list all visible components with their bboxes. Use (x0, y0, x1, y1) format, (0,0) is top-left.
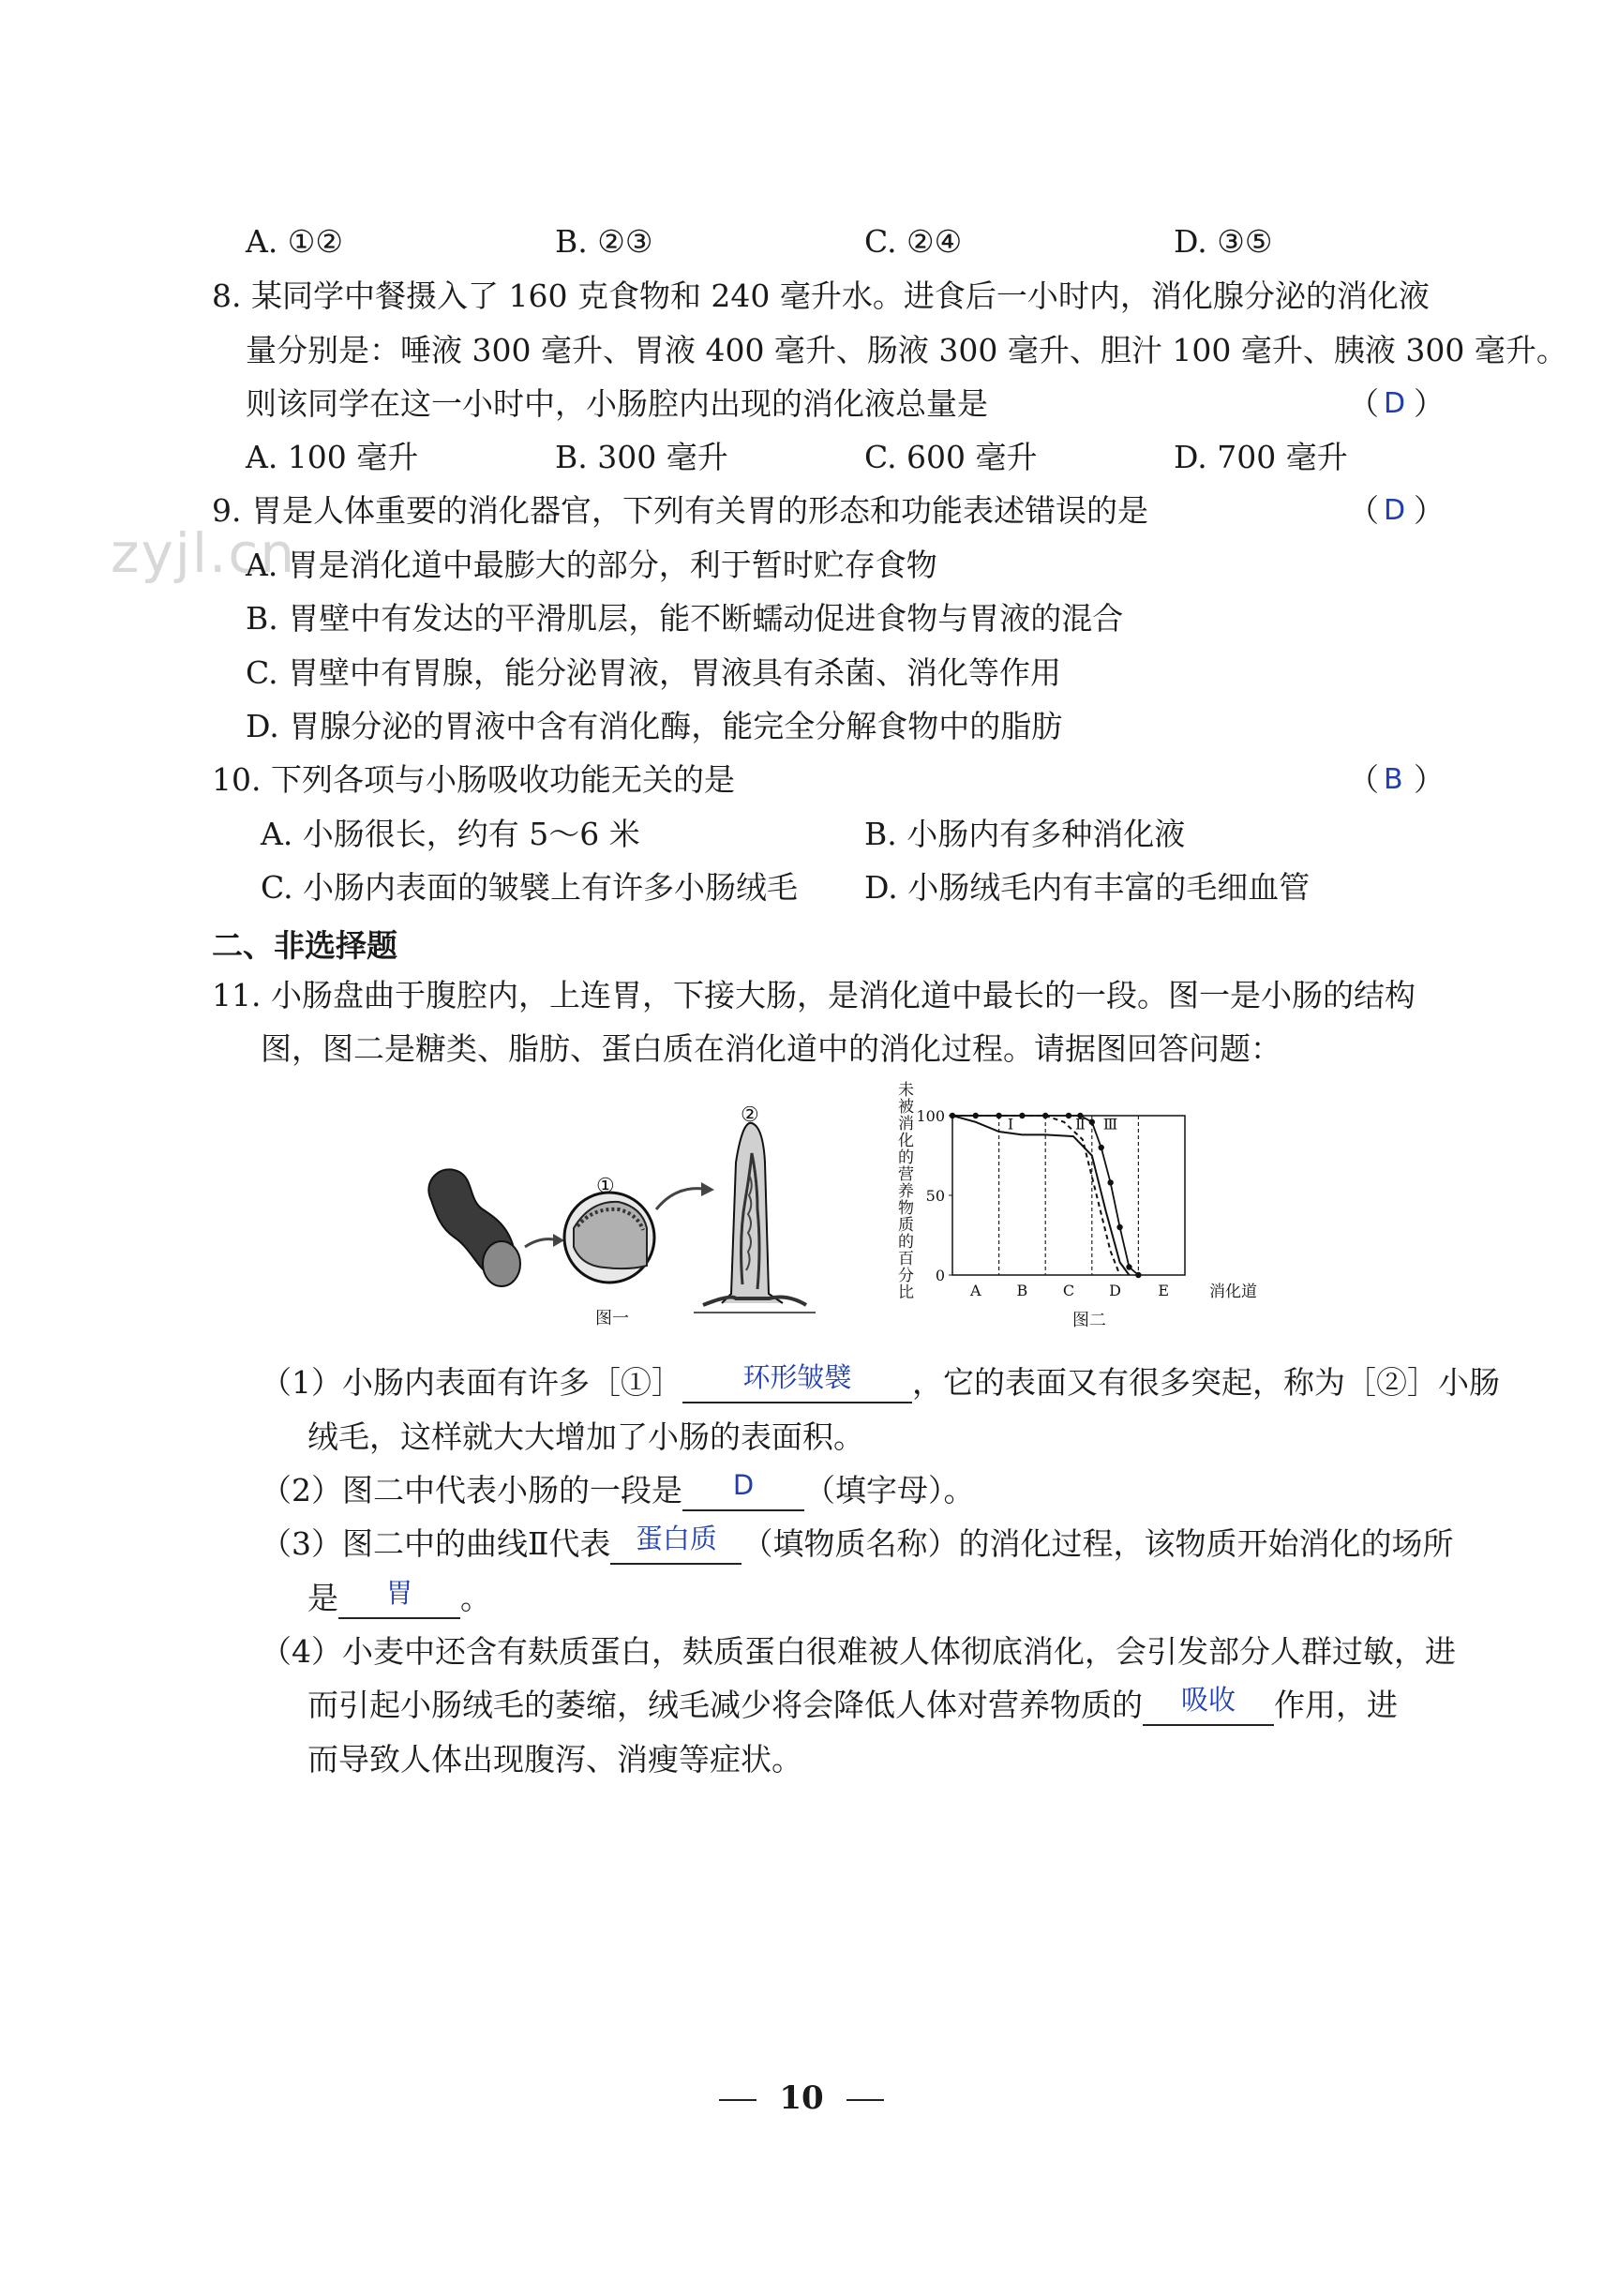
series-label: Ⅱ (1074, 1115, 1086, 1133)
q9-answer-bracket-close: ） (1414, 492, 1445, 529)
q8-stem-line2: 量分别是：唾液 300 毫升、胃液 400 毫升、肠液 300 毫升、胆汁 100 毫升、胰液 300 毫升。 (246, 332, 1567, 368)
q11-sub4-text-c: 作用，进 (1274, 1687, 1398, 1723)
ylabel-char: 物 (898, 1199, 914, 1218)
q11-sub4-line1: （4）小麦中还含有麸质蛋白，麸质蛋白很难被人体彻底消化，会引发部分人群过敏，进 (261, 1633, 1456, 1670)
q11-sub4-line3: 而导致人体出现腹泻、消瘦等症状。 (307, 1741, 802, 1778)
page-dash-left (719, 2099, 757, 2101)
page-dash-right (846, 2099, 884, 2101)
ylabel-char: 分 (898, 1267, 914, 1285)
fig1-label-1: ① (596, 1175, 615, 1198)
x-tick-label: A (970, 1282, 981, 1299)
page-number (0, 2079, 1603, 2117)
ylabel-char: 比 (898, 1283, 914, 1302)
chart-xlabel: 消化道 (1209, 1283, 1257, 1301)
figure-2-chart (889, 1080, 1282, 1352)
q11-sub1-line2: 绒毛，这样就大大增加了小肠的表面积。 (307, 1418, 864, 1455)
q8-answer-bracket-close: ） (1414, 385, 1445, 422)
fig1-caption: 图一 (595, 1309, 629, 1328)
q10-option-a: A. 小肠很长，约有 5～6 米 (261, 816, 640, 852)
fig1-label-2: ② (741, 1106, 759, 1127)
q10-stem: 10. 下列各项与小肠吸收功能无关的是 (212, 761, 735, 798)
q11-stem-line2: 图，图二是糖类、脂肪、蛋白质在消化道中的消化过程。请据图回答问题： (261, 1030, 1281, 1067)
ylabel-char: 的 (898, 1148, 914, 1167)
q10-answer-bracket: （ (1348, 761, 1379, 798)
q9-answer-bracket: （ (1348, 492, 1379, 529)
y-tick-label: 50 (925, 1187, 945, 1205)
q8-option-c: C. 600 毫升 (864, 439, 1038, 475)
series-point (1135, 1272, 1141, 1278)
series-line-2 (952, 1116, 1120, 1275)
q11-sub4-answer: 吸收 (1180, 1684, 1236, 1716)
q8-stem-line1: 8. 某同学中餐摄入了 160 克食物和 240 毫升水。进食后一小时内，消化腺分泌的消化液 (212, 278, 1430, 314)
ylabel-char: 消 (898, 1115, 914, 1133)
figure-1 (412, 1106, 825, 1331)
q10-option-d: D. 小肠绒毛内有丰富的毛细血管 (864, 869, 1311, 906)
q11-sub1-answer: 环形皱襞 (742, 1361, 852, 1393)
series-point (996, 1113, 1001, 1118)
q11-sub1-blank[interactable] (682, 1361, 912, 1403)
q11-sub3-blank2[interactable] (338, 1577, 460, 1619)
q8-stem-line3: 则该同学在这一小时中，小肠腔内出现的消化液总量是 (246, 385, 988, 422)
ylabel-char: 营 (898, 1165, 914, 1184)
q11-sub3-text-b: （填物质名称）的消化过程，该物质开始消化的场所 (742, 1525, 1454, 1562)
q8-answer: D (1384, 387, 1406, 420)
q11-sub4-text-b: 而引起小肠绒毛的萎缩，绒毛减少将会降低人体对营养物质的 (307, 1687, 1143, 1723)
series-point (973, 1113, 979, 1118)
ylabel-char: 质 (898, 1216, 914, 1235)
series-point (1107, 1179, 1113, 1185)
q8-option-b: B. 300 毫升 (555, 439, 728, 475)
q10-answer: B (1384, 763, 1403, 796)
q8-option-d: D. 700 毫升 (1174, 439, 1348, 475)
q11-sub3-line1 (261, 1523, 1453, 1565)
q11-sub2-blank[interactable] (682, 1469, 804, 1511)
page-number-value: 10 (779, 2079, 824, 2117)
x-tick-label: B (1016, 1282, 1028, 1299)
q7-option-c: C. ②④ (864, 223, 963, 260)
ylabel-char: 化 (898, 1132, 914, 1150)
q11-sub3-answer1: 蛋白质 (635, 1523, 717, 1554)
q11-sub4-blank[interactable] (1143, 1684, 1274, 1726)
fig2-caption: 图二 (1072, 1311, 1106, 1330)
q11-sub2-text-a: （2）图二中代表小肠的一段是 (261, 1472, 682, 1508)
q7-option-d: D. ③⑤ (1174, 223, 1273, 260)
ylabel-char: 未 (898, 1081, 914, 1100)
series-point (1042, 1113, 1048, 1118)
x-tick-label: C (1062, 1282, 1075, 1299)
series-point (950, 1113, 955, 1118)
q11-sub2 (261, 1470, 975, 1511)
series-line-1 (952, 1116, 1130, 1275)
q9-option-d: D. 胃腺分泌的胃液中含有消化酶，能完全分解食物中的脂肪 (246, 708, 1063, 744)
series-label: Ⅰ (1007, 1115, 1014, 1133)
y-tick-label: 0 (935, 1267, 945, 1284)
q9-answer: D (1384, 494, 1406, 527)
ylabel-char: 百 (898, 1250, 914, 1268)
plot-frame (952, 1116, 1185, 1275)
q11-stem-line1: 11. 小肠盘曲于腹腔内，上连胃，下接大肠，是消化道中最长的一段。图一是小肠的结构 (212, 977, 1416, 1013)
q11-sub1-line1 (261, 1362, 1500, 1403)
q10-option-c: C. 小肠内表面的皱襞上有许多小肠绒毛 (261, 869, 799, 906)
q7-option-a: A. ①② (246, 223, 343, 260)
ylabel-char: 被 (898, 1098, 914, 1117)
q9-option-b: B. 胃壁中有发达的平滑肌层，能不断蠕动促进食物与胃液的混合 (246, 600, 1124, 637)
series-point (1066, 1113, 1071, 1118)
q11-sub3-blank1[interactable] (610, 1525, 742, 1565)
q11-sub3-text-c: 是 (307, 1580, 338, 1616)
ylabel-char: 的 (898, 1233, 914, 1252)
q10-option-b: B. 小肠内有多种消化液 (864, 816, 1186, 852)
series-point (1019, 1113, 1025, 1118)
series-point (1126, 1264, 1131, 1269)
q11-sub2-text-b: （填字母）。 (804, 1472, 975, 1508)
chart-ylabel (898, 1081, 914, 1302)
q11-sub1-text-b: ，它的表面又有很多突起，称为［②］小肠 (912, 1364, 1500, 1401)
q11-sub3-answer2: 胃 (385, 1577, 413, 1609)
section-heading: 二、非选择题 (212, 927, 397, 964)
series-point (1089, 1119, 1095, 1125)
q11-sub3-text-a: （3）图二中的曲线Ⅱ代表 (261, 1525, 611, 1562)
q8-answer-bracket: （ (1348, 385, 1379, 422)
q11-sub3-text-d: 。 (460, 1580, 491, 1616)
q10-answer-bracket-close: ） (1414, 761, 1445, 798)
x-tick-label: D (1109, 1282, 1122, 1299)
q11-sub2-answer: D (732, 1469, 755, 1501)
q9-option-c: C. 胃壁中有胃腺，能分泌胃液，胃液具有杀菌、消化等作用 (246, 654, 1062, 691)
q11-sub1-text-a: （1）小肠内表面有许多［①］ (261, 1364, 682, 1401)
ylabel-char: 养 (898, 1182, 914, 1201)
q11-sub3-line2 (307, 1578, 491, 1619)
y-tick-label: 100 (916, 1107, 945, 1125)
x-tick-label: E (1158, 1282, 1170, 1299)
watermark: zyjl.cn (111, 521, 297, 585)
series-point (1116, 1224, 1122, 1230)
q9-option-a: A. 胃是消化道中最膨大的部分，利于暂时贮存食物 (246, 547, 937, 583)
q9-stem: 9. 胃是人体重要的消化器官，下列有关胃的形态和功能表述错误的是 (212, 492, 1148, 529)
q7-option-b: B. ②③ (555, 223, 653, 260)
series-point (1099, 1145, 1104, 1150)
q11-sub4-line2 (307, 1685, 1398, 1726)
series-label: Ⅲ (1102, 1115, 1118, 1133)
q8-option-a: A. 100 毫升 (246, 439, 419, 475)
